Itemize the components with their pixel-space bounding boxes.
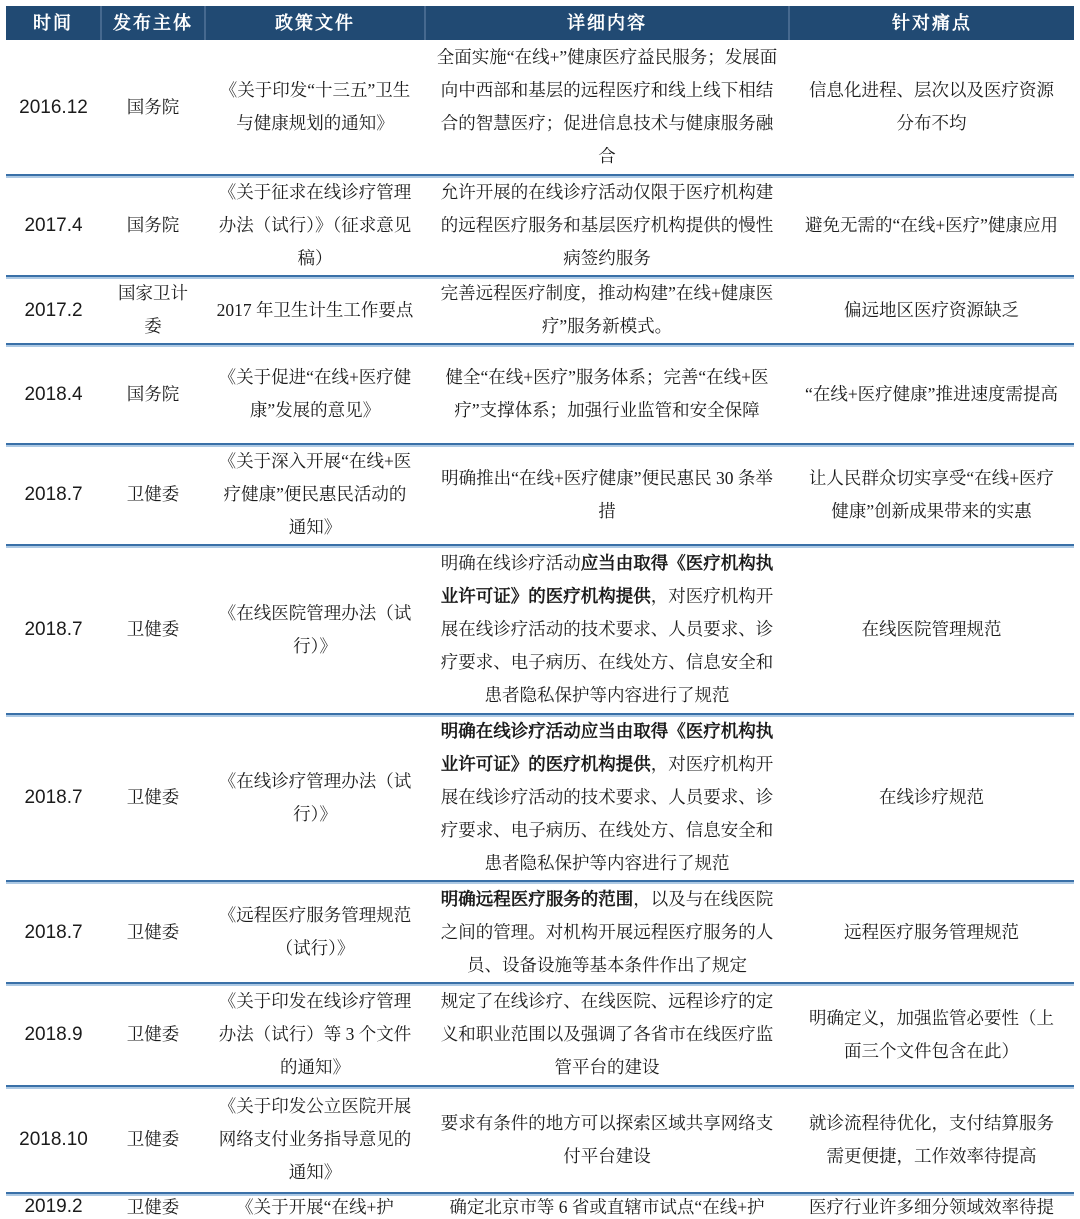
cell-detail bbox=[425, 444, 789, 545]
cell-time: 2016.12 bbox=[19, 96, 88, 118]
detail-segment-bold: 应当由取得《医疗机构执业许可证》的医疗机构提供 bbox=[440, 553, 774, 606]
cell-time: 2018.4 bbox=[6, 344, 101, 444]
cell-detail bbox=[425, 881, 789, 983]
cell-painpoint: 偏远地区医疗资源缺乏 bbox=[789, 276, 1074, 344]
header-cell-painpoint: 针对痛点 bbox=[789, 6, 1074, 40]
cell-detail bbox=[425, 276, 789, 344]
cell-time: 2018.7 bbox=[6, 881, 101, 983]
table-body bbox=[6, 40, 1074, 1219]
cell-time: 2018.9 bbox=[6, 983, 101, 1086]
header-cell-issuer: 发布主体 bbox=[101, 6, 205, 40]
cell-issuer: 卫健委 bbox=[101, 1193, 205, 1219]
cell-painpoint: 医疗行业许多细分领域效率待提 bbox=[789, 1193, 1074, 1219]
cell-policy: 《关于开展“在线+护 bbox=[205, 1193, 425, 1219]
cell-issuer: 国务院 bbox=[101, 344, 205, 444]
cell-detail bbox=[425, 175, 789, 276]
cell-policy: 《关于征求在线诊疗管理办法（试行）》（征求意见稿） bbox=[205, 175, 425, 276]
cell-painpoint: 让人民群众切实享受“在线+医疗健康”创新成果带来的实惠 bbox=[789, 444, 1074, 545]
table-row bbox=[6, 714, 1074, 881]
table-row bbox=[6, 545, 1074, 714]
table-header-row bbox=[6, 6, 1074, 40]
cell-policy: 《在线医院管理办法（试行）》 bbox=[205, 545, 425, 714]
detail-segment: 要求有条件的地方可以探索区域共享网络支付平台建设 bbox=[440, 1112, 774, 1166]
cell-issuer: 国务院 bbox=[126, 96, 180, 117]
cell-painpoint: 就诊流程待优化，支付结算服务需更便捷，工作效率待提高 bbox=[789, 1086, 1074, 1193]
detail-segment-bold: 明确在线诊疗活动应当由取得《医疗机构执业许可证》的医疗机构提供 bbox=[440, 721, 774, 774]
detail-segment: 全面实施“在线+”健康医疗益民服务；发展面向中西部和基层的远程医疗和线上线下相结合的智慧医疗；促进信息技术与健康服务融合 bbox=[436, 47, 778, 166]
cell-detail bbox=[425, 344, 789, 444]
cell-issuer: 国家卫计委 bbox=[101, 276, 205, 344]
detail-segment: ，对医疗机构开展在线诊疗活动的技术要求、人员要求、诊疗要求、电子病历、在线处方、信息安全和患者隐私保护等内容进行了规范 bbox=[440, 754, 774, 873]
cell-policy: 《远程医疗服务管理规范（试行）》 bbox=[205, 881, 425, 983]
detail-segment: 确定北京市等 6 省或直辖市试点“在线+护 bbox=[449, 1197, 765, 1217]
cell-painpoint: 避免无需的“在线+医疗”健康应用 bbox=[789, 175, 1074, 276]
cell-policy: 《关于印发在线诊疗管理办法（试行）等 3 个文件的通知》 bbox=[205, 983, 425, 1086]
detail-segment: 健全“在线+医疗”服务体系；完善“在线+医疗”支撑体系；加强行业监管和安全保障 bbox=[445, 367, 769, 420]
cell-time: 2017.4 bbox=[6, 175, 101, 276]
table-row bbox=[6, 1193, 1074, 1219]
detail-segment: ，以及与在线医院之间的管理。对机构开展远程医疗服务的人员、设备设施等基本条件作出了规定 bbox=[440, 888, 774, 975]
cell-detail bbox=[425, 1193, 789, 1219]
table-row bbox=[6, 276, 1074, 344]
cell-detail bbox=[425, 714, 789, 881]
cell-issuer: 卫健委 bbox=[101, 714, 205, 881]
cell-policy: 《关于深入开展“在线+医疗健康”便民惠民活动的通知》 bbox=[205, 444, 425, 545]
table-row bbox=[6, 983, 1074, 1086]
detail-segment: ，对医疗机构开展在线诊疗活动的技术要求、人员要求、诊疗要求、电子病历、在线处方、信息安全和患者隐私保护等内容进行了规范 bbox=[440, 586, 774, 705]
cell-issuer: 卫健委 bbox=[101, 983, 205, 1086]
cell-time: 2018.7 bbox=[6, 545, 101, 714]
cell-painpoint: 明确定义，加强监管必要性（上面三个文件包含在此） bbox=[789, 983, 1074, 1086]
cell-issuer: 卫健委 bbox=[101, 545, 205, 714]
cell-time: 2017.2 bbox=[6, 276, 101, 344]
cell-policy: 《关于印发“十三五”卫生与健康规划的通知》 bbox=[219, 80, 411, 133]
table-row bbox=[6, 40, 1074, 175]
cell-time: 2019.2 bbox=[6, 1193, 101, 1219]
cell-issuer: 卫健委 bbox=[101, 881, 205, 983]
table-row bbox=[6, 1086, 1074, 1193]
cell-policy: 《关于印发公立医院开展网络支付业务指导意见的通知》 bbox=[205, 1086, 425, 1193]
cell-detail bbox=[425, 545, 789, 714]
cell-issuer: 卫健委 bbox=[101, 1086, 205, 1193]
table-row bbox=[6, 444, 1074, 545]
cell-issuer: 国务院 bbox=[101, 175, 205, 276]
cell-time: 2018.10 bbox=[6, 1086, 101, 1193]
table-row bbox=[6, 344, 1074, 444]
policy-table bbox=[6, 6, 1074, 1219]
cell-policy: 2017 年卫生计生工作要点 bbox=[205, 276, 425, 344]
detail-segment: 完善远程医疗制度，推动构建”在线+健康医疗”服务新模式。 bbox=[440, 283, 774, 336]
cell-time: 2018.7 bbox=[6, 714, 101, 881]
cell-painpoint: 信息化进程、层次以及医疗资源分布不均 bbox=[809, 80, 1054, 133]
detail-segment-bold: 明确远程医疗服务的范围 bbox=[440, 888, 634, 909]
header-cell-time: 时间 bbox=[6, 6, 101, 40]
header-cell-policy: 政策文件 bbox=[205, 6, 425, 40]
detail-segment: 明确在线诊疗活动 bbox=[440, 553, 581, 573]
header-cell-detail: 详细内容 bbox=[425, 6, 789, 40]
detail-segment: 规定了在线诊疗、在线医院、远程诊疗的定义和职业范围以及强调了各省市在线医疗监管平台的建设 bbox=[440, 991, 774, 1077]
table-row bbox=[6, 175, 1074, 276]
detail-segment: 允许开展的在线诊疗活动仅限于医疗机构建的远程医疗服务和基层医疗机构提供的慢性病签约服务 bbox=[440, 182, 774, 268]
cell-painpoint: 在线诊疗规范 bbox=[789, 714, 1074, 881]
cell-painpoint: “在线+医疗健康”推进速度需提高 bbox=[789, 344, 1074, 444]
cell-time: 2018.7 bbox=[6, 444, 101, 545]
cell-painpoint: 在线医院管理规范 bbox=[789, 545, 1074, 714]
cell-detail bbox=[425, 1086, 789, 1193]
cell-issuer: 卫健委 bbox=[101, 444, 205, 545]
cell-policy: 《在线诊疗管理办法（试行）》 bbox=[205, 714, 425, 881]
cell-detail bbox=[425, 40, 789, 175]
detail-segment: 明确推出“在线+医疗健康”便民惠民 30 条举措 bbox=[441, 467, 773, 521]
cell-painpoint: 远程医疗服务管理规范 bbox=[789, 881, 1074, 983]
cell-policy: 《关于促进“在线+医疗健康”发展的意见》 bbox=[205, 344, 425, 444]
table-row bbox=[6, 881, 1074, 983]
cell-detail bbox=[425, 983, 789, 1086]
